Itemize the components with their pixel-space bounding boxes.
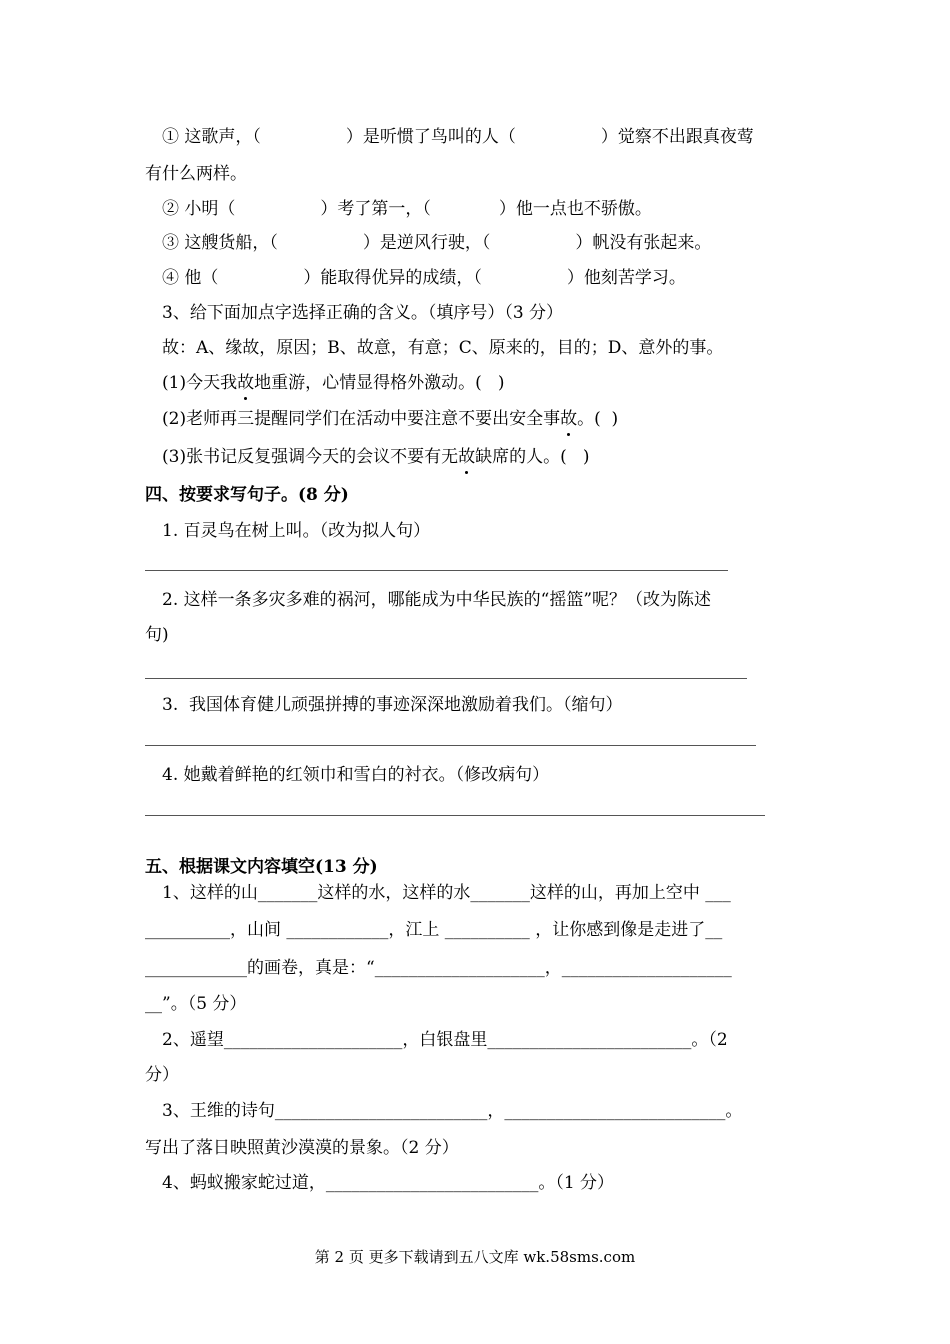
q2-item-3: ③ 这艘货船，（ ）是逆风行驶，（ ）帆没有张起来。 [162,233,712,253]
sec5-line-5: 2、遥望_____________________，白银盘里________________________。（2 [162,1030,728,1050]
answer-line-4 [145,815,765,816]
q2-item-1: ① 这歌声，（ ）是听惯了鸟叫的人（ ）觉察不出跟真夜莺 [162,127,754,147]
sec5-line-3: ____________的画卷，真是：“____________________，____________________ [145,958,732,978]
dotted-char: 故 [237,373,255,393]
q3-title: 3、给下面加点字选择正确的含义。（填序号）（3 分） [162,303,564,323]
q3-sentence-3: (3)张书记反复强调今天的会议不要有无故缺席的人。( ) [162,447,590,467]
sec4-item-1: 1. 百灵鸟在树上叫。（改为拟人句） [162,521,431,541]
sec4-item-4: 4. 她戴着鲜艳的红领巾和雪白的衬衣。（修改病句） [162,765,550,785]
section-4-heading: 四、按要求写句子。(8 分) [145,485,349,505]
q2-item-1-cont: 有什么两样。 [145,164,247,184]
sec5-line-4: __”。（5 分） [145,994,247,1014]
sec5-line-2: __________，山间 ____________，江上 __________ ，让你感到像是走进了__ [145,920,723,940]
page-footer: 第 2 页 更多下载请到五八文库 wk.58sms.com [314,1248,636,1266]
dotted-char: 故 [560,409,578,429]
sec4-item-3: 3. 我国体育健儿顽强拼搏的事迹深深地激励着我们。（缩句） [162,695,623,715]
sec4-item-2: 2. 这样一条多灾多难的祸河，哪能成为中华民族的“摇篮”呢？（改为陈述 [162,590,712,610]
answer-line-3 [145,745,756,746]
q2-item-4: ④ 他（ ）能取得优异的成绩，（ ）他刻苦学习。 [162,268,686,288]
sec5-line-8: 写出了落日映照黄沙漠漠的景象。（2 分） [145,1138,459,1158]
sec5-line-9: 4、蚂蚁搬家蛇过道，_________________________。（1 分） [162,1173,615,1193]
sec4-item-2-cont: 句) [145,625,169,645]
answer-line-2 [145,678,747,679]
sec5-line-1: 1、这样的山_______这样的水，这样的水_______这样的山，再加上空中 ___ [162,883,731,903]
dotted-char: 故 [458,447,476,467]
q3-sentence-2: (2)老师再三提醒同学们在活动中要注意不要出安全事故。( ) [162,409,619,429]
answer-line-1 [145,570,728,571]
q2-item-2: ② 小明（ ）考了第一，（ ）他一点也不骄傲。 [162,199,652,219]
sec5-line-7: 3、王维的诗句_________________________，__________________________。 [162,1101,743,1121]
sec5-line-6: 分） [145,1065,179,1085]
q3-options: 故：A、缘故，原因；B、故意，有意；C、原来的，目的；D、意外的事。 [162,338,724,358]
q3-sentence-1: (1)今天我故地重游，心情显得格外激动。( ) [162,373,505,393]
section-5-heading: 五、根据课文内容填空(13 分) [145,857,378,877]
